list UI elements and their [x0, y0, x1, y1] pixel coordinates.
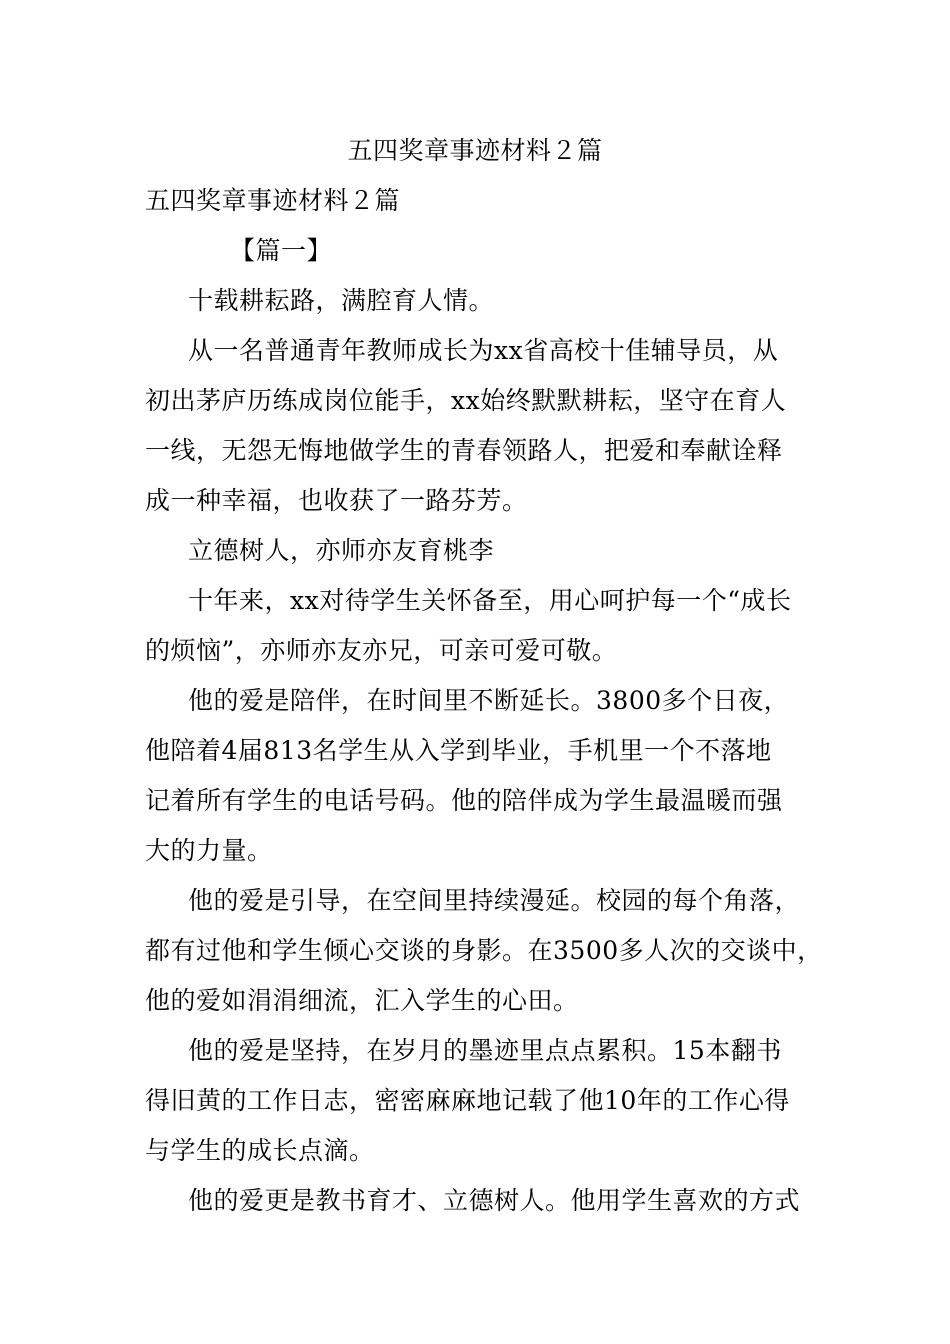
paragraph-line: 他的爱是引导，在空间里持续漫延。校园的每个角落， — [188, 886, 801, 915]
paragraph-line: 十载耕耘路，满腔育人情。 — [188, 286, 495, 315]
document-title: 五四奖章事迹材料２篇 — [347, 136, 603, 165]
paragraph-line: 成一种幸福，也收获了一路芬芳。 — [145, 486, 528, 515]
paragraph-line: 十年来，xx对待学生关怀备至，用心呵护每一个“成长 — [188, 586, 792, 615]
paragraph-line: 他的爱是坚持，在岁月的墨迹里点点累积。15本翻书 — [188, 1036, 782, 1065]
paragraph-line: 他的爱更是教书育才、立德树人。他用学生喜欢的方式 — [188, 1186, 801, 1215]
paragraph-line: 初出茅庐历练成岗位能手，xx始终默默耕耘，坚守在育人 — [145, 386, 787, 415]
paragraph-line: 得旧黄的工作日志，密密麻麻地记载了他10年的工作心得 — [145, 1086, 790, 1115]
paragraph-line: 记着所有学生的电话号码。他的陪伴成为学生最温暖而强 — [145, 786, 783, 815]
paragraph-line: 他的爱是陪伴，在时间里不断延长。3800多个日夜， — [188, 686, 790, 715]
paragraph-line: 他的爱如涓涓细流，汇入学生的心田。 — [145, 986, 579, 1015]
document-subtitle: 五四奖章事迹材料２篇 — [145, 186, 401, 215]
paragraph-line: 与学生的成长点滴。 — [145, 1136, 375, 1165]
paragraph-line: 大的力量。 — [145, 836, 273, 865]
paragraph-line: 都有过他和学生倾心交谈的身影。在3500多人次的交谈中， — [145, 936, 823, 965]
paragraph-line: 的烦恼”，亦师亦友亦兄，可亲可爱可敬。 — [145, 636, 618, 665]
paragraph-line: 一线，无怨无悔地做学生的青春领路人，把爱和奉献诠释 — [145, 436, 783, 465]
paragraph-line: 从一名普通青年教师成长为xx省高校十佳辅导员，从 — [188, 336, 779, 365]
section-label: 【篇一】 — [230, 236, 333, 265]
paragraph-line: 立德树人，亦师亦友育桃李 — [188, 536, 495, 565]
paragraph-line: 他陪着4届813名学生从入学到毕业，手机里一个不落地 — [145, 736, 772, 765]
